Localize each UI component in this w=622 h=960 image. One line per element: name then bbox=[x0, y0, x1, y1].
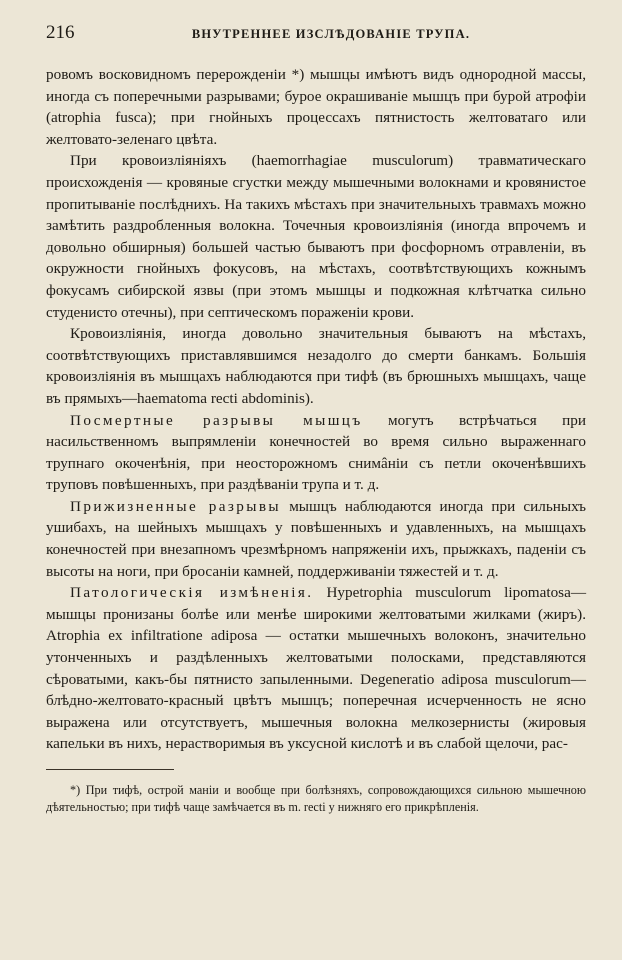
footnote-divider bbox=[46, 769, 174, 770]
paragraph-pathological-changes bbox=[46, 582, 586, 755]
footnote: *) При тифѣ, острой маніи и вообще при болѣзняхъ, сопровождающихся сильною мышечною дѣятельностью; при тифѣ чаще замѣчается въ m. recti у нижняго его прикрѣпленія. bbox=[46, 783, 586, 814]
running-title: ВНУТРЕННЕЕ ИЗСЛѢДОВАНІЕ ТРУПА. bbox=[191, 27, 471, 41]
paragraph-lead: Прижизненные разрывы bbox=[70, 497, 282, 515]
paragraph-lead: Патологическія измѣненія. bbox=[70, 584, 314, 602]
paragraph-text: могутъ встрѣчаться при насильственномъ выпрямленіи конечностей во время сильно выраженнаго трупнаго окоченѣнія, при неосторожномъ снимâніи съ петли окоченѣвшихъ труповъ повѣшенныхъ, при раздѣваніи трупа и т. д. bbox=[46, 411, 587, 494]
paragraph-postmortem-ruptures bbox=[46, 410, 586, 496]
paragraph-lead: Посмертные разрывы мышцъ bbox=[70, 411, 363, 429]
paragraph-text: ровомъ восковидномъ перерожденіи *) мышцы имѣютъ видъ однородной массы, иногда съ поперечными разрывами; бурое окрашиваніе мышцъ при бурой атрофіи (atrophia fusca); при гнойныхъ процессахъ пятнистость желтоватаго или желтовато-зеленаго цвѣта. bbox=[46, 66, 586, 148]
page-number: 216 bbox=[46, 22, 75, 43]
body-text bbox=[46, 64, 586, 755]
paragraph-text: Кровоизліянія, иногда довольно значительныя бываютъ на мѣстахъ, соотвѣтствующихъ приставлявшимся незадолго до смерти банкамъ. Большія кровоизліянія въ мышцахъ наблюдаются при тифѣ (въ брюшныхъ мышцахъ, чаще въ прямыхъ—haematoma recti abdominis). bbox=[46, 325, 586, 407]
paragraph-text: мышцъ наблюдаются иногда при сильныхъ ушибахъ, на шейныхъ мышцахъ у повѣшенныхъ и удавленныхъ, на мышцахъ конечностей при внезапномъ чрезмѣрномъ напряженіи ихъ, прыжкахъ, паденіи съ высоты на ноги, при бросаніи камней, поддерживаніи тяжестей и т. д. bbox=[46, 497, 586, 580]
paragraph-hemorrhages bbox=[46, 150, 586, 323]
paragraph-text: Hypetrophia musculorum lipomatosa—мышцы пронизаны болѣе или менѣе широкими желтоватыми жилками (жиръ). Atrophia ex infiltratione adiposa — остатки мышечныхъ волоконъ, значительно утонченныхъ и раздѣленныхъ желтоватыми полосками, представляются сѣроватыми, какъ-бы пятнисто запыленными. Degeneratio adiposa musculorum—блѣдно-желтовато-красный цвѣтъ мышцъ; поперечная исчерченность не ясно выражена или отсутствуетъ, мышечныя волокна мелкозернисты (жировыя капельки въ нихъ, нерастворимыя въ уксусной кислотѣ и въ слабой щелочи, рас- bbox=[46, 584, 587, 753]
paragraph-intravital-ruptures bbox=[46, 496, 586, 582]
paragraph-text: При кровоизліяніяхъ (haemorrhagiae musculorum) травматическаго происхожденія — кровяные сгустки между мышечными волокнами и кровянистое пропитываніе послѣднихъ. На такихъ мѣстахъ при значительныхъ травмахъ можно замѣтить раздробленныя волокна. Точечныя кровоизліянія (иногда впрочемъ и довольно обширныя) большей частью бываютъ при фосфорномъ отравленіи, въ окружности гнойныхъ фокусовъ, на мѣстахъ, соотвѣтствующихъ кожнымъ фокусамъ сибирской язвы (при этомъ мышцы и подкожная клѣтчатка сильно студенисто отечны), при септическомъ пораженіи крови. bbox=[46, 152, 586, 321]
page-header bbox=[46, 22, 586, 50]
paragraph-continuation bbox=[46, 64, 586, 150]
book-page bbox=[46, 22, 586, 816]
paragraph-hemorrhages-cont bbox=[46, 323, 586, 409]
